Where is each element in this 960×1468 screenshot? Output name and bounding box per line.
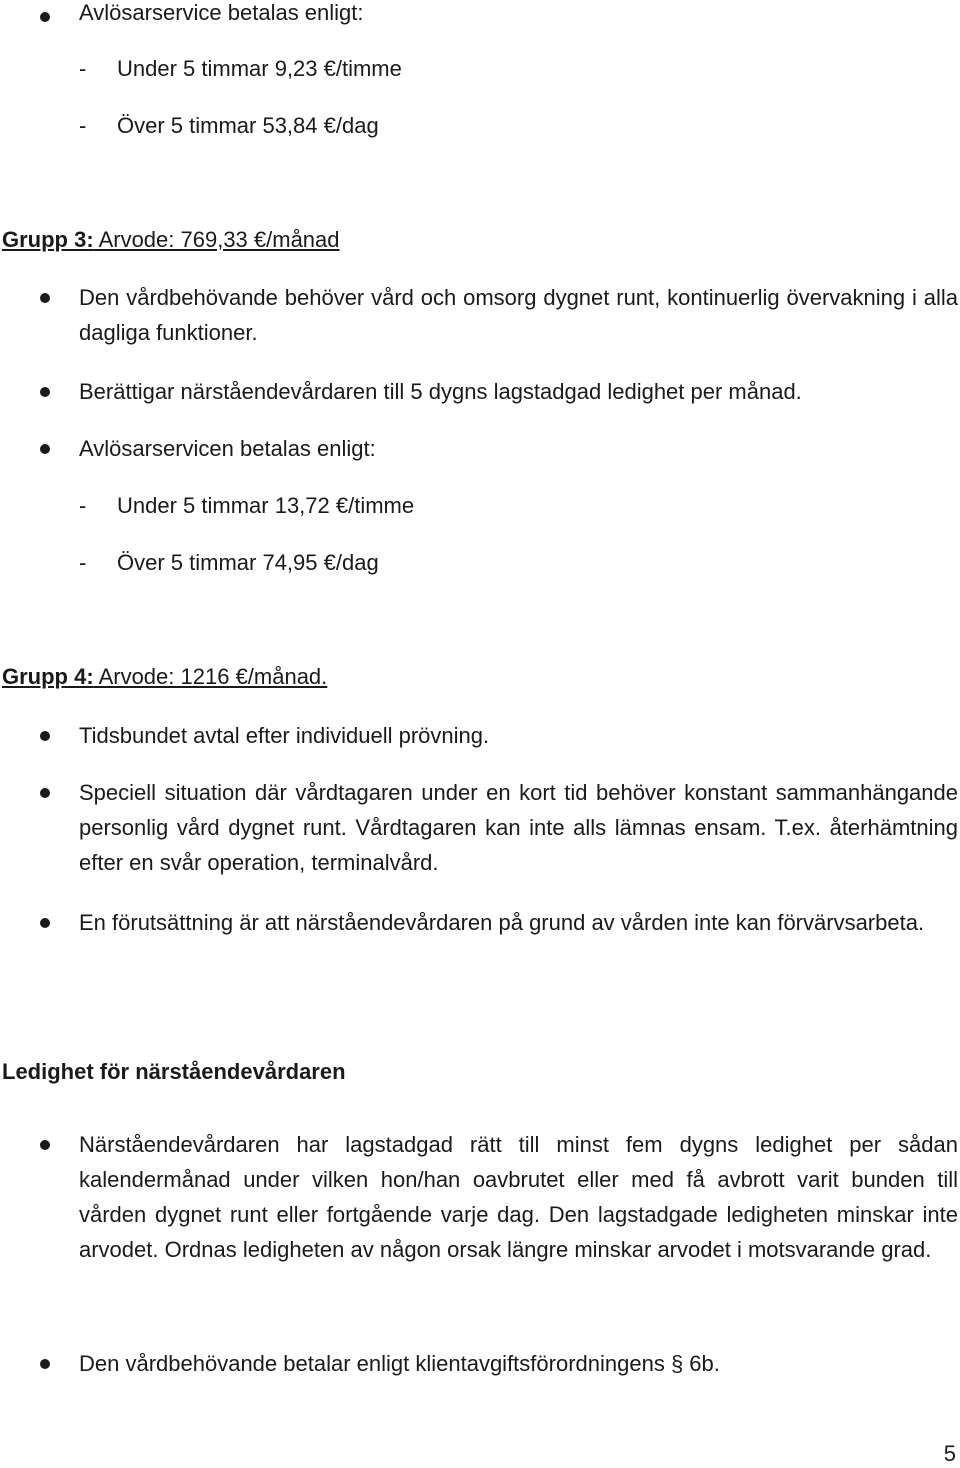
- dash-marker: -: [79, 113, 87, 138]
- bullet-icon: [40, 918, 50, 928]
- bullet-text: Berättigar närståendevårdaren till 5 dygns lagstadgad ledighet per månad.: [79, 379, 802, 404]
- bullet-text: Närståendevårdaren har lagstadgad rätt till minst fem dygns ledighet per sådan kalendermånad under vilken hon/han oavbrutet eller med få avbrott varit bunden till vården dygnet runt eller fortgående varje dag. Den lagstadgade ledigheten minskar inte arvodet. Ordnas ledigheten av någon orsak längre minskar arvodet i motsvarande grad.: [79, 1132, 958, 1262]
- bullet-icon: [40, 731, 50, 741]
- group-heading: [2, 659, 327, 694]
- bullet-text: Avlösarservicen betalas enligt:: [79, 436, 376, 461]
- bullet-icon: [40, 12, 50, 22]
- rate-text: Över 5 timmar 53,84 €/dag: [117, 113, 379, 138]
- bullet-icon: [40, 387, 50, 397]
- dash-marker: -: [79, 56, 87, 81]
- page-number: 5: [943, 1441, 956, 1466]
- bullet-text: Den vårdbehövande behöver vård och omsorg dygnet runt, kontinuerlig övervakning i alla dagliga funktioner.: [79, 285, 958, 345]
- bullet-text: En förutsättning är att närståendevårdaren på grund av vården inte kan förvärvsarbeta.: [79, 910, 925, 935]
- rate-text: Över 5 timmar 74,95 €/dag: [117, 550, 379, 575]
- group-fee: Arvode: 769,33 €/månad: [93, 227, 340, 252]
- dash-marker: -: [79, 493, 87, 518]
- bullet-icon: [40, 1359, 50, 1369]
- rate-text: Under 5 timmar 9,23 €/timme: [117, 56, 402, 81]
- section-heading: Ledighet för närståendevårdaren: [2, 1059, 346, 1084]
- bullet-text: Avlösarservice betalas enligt:: [79, 0, 364, 25]
- dash-marker: -: [79, 550, 87, 575]
- group-heading: [2, 222, 340, 257]
- bullet-text: Tidsbundet avtal efter individuell prövning.: [79, 723, 490, 748]
- bullet-icon: [40, 444, 50, 454]
- group-fee: Arvode: 1216 €/månad.: [93, 664, 328, 689]
- bullet-text: Speciell situation där vårdtagaren under en kort tid behöver konstant sammanhängande personlig vård dygnet runt. Vårdtagaren kan inte alls lämnas ensam. T.ex. återhämtning efter en svår operation, terminalvård.: [79, 780, 958, 875]
- rate-text: Under 5 timmar 13,72 €/timme: [117, 493, 415, 518]
- bullet-text: Den vårdbehövande betalar enligt klientavgiftsförordningens § 6b.: [79, 1351, 720, 1376]
- group-label: Grupp 3:: [2, 227, 94, 252]
- group-label: Grupp 4:: [2, 664, 94, 689]
- bullet-icon: [40, 1140, 50, 1150]
- bullet-icon: [40, 293, 50, 303]
- bullet-icon: [40, 788, 50, 798]
